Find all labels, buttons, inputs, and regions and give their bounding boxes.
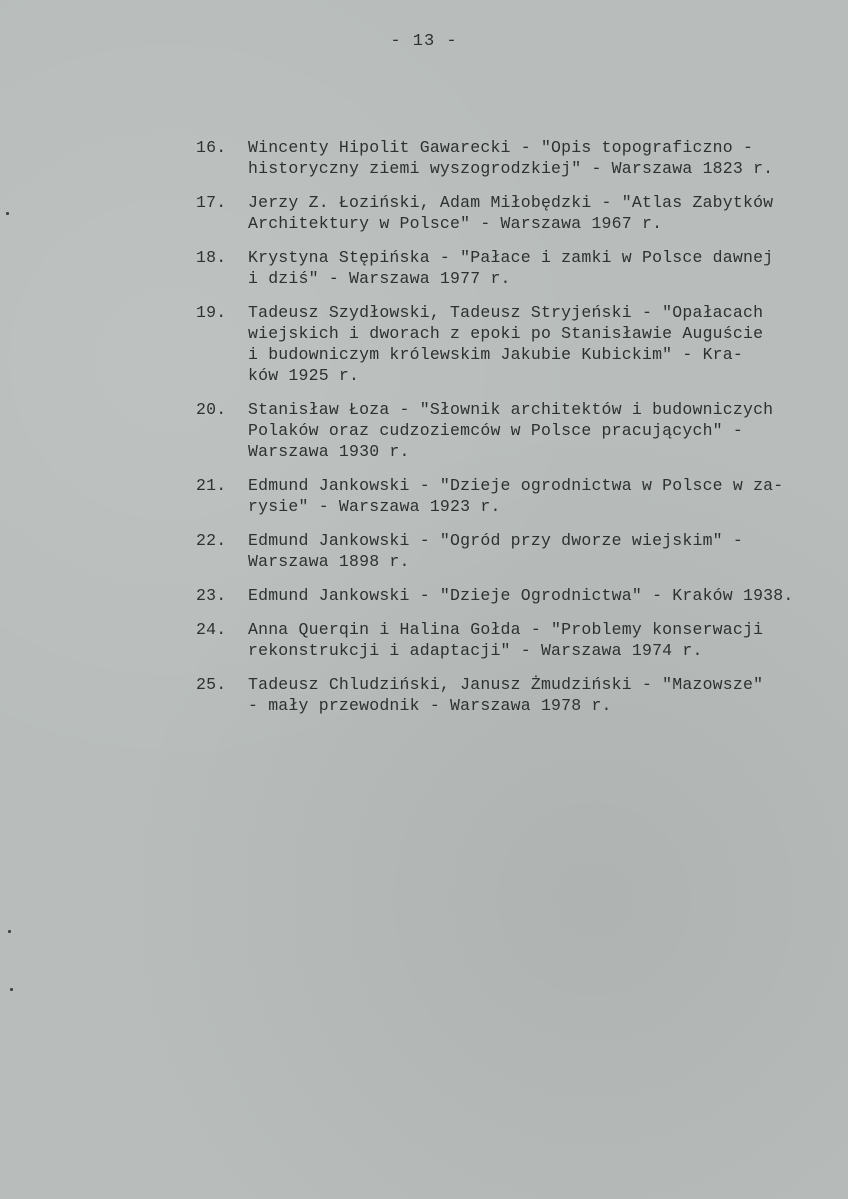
entry-number: 19.: [196, 303, 227, 322]
entry-line: Edmund Jankowski - "Ogród przy dworze wiejskim" -: [248, 531, 743, 550]
entry-number: 16.: [196, 138, 227, 157]
entry-line: Stanisław Łoza - "Słownik architektów i budowniczych: [248, 400, 774, 419]
bibliography-entry-25: [196, 674, 826, 716]
entry-line: i dziś" - Warszawa 1977 r.: [248, 269, 511, 288]
entry-number: 23.: [196, 586, 227, 605]
entry-number: 24.: [196, 620, 227, 639]
entry-line: rysie" - Warszawa 1923 r.: [248, 497, 501, 516]
entry-number: 21.: [196, 476, 227, 495]
bibliography-entry-20: [196, 399, 826, 462]
entry-line: Tadeusz Chludziński, Janusz Żmudziński - "Mazowsze": [248, 675, 764, 694]
bibliography-entry-22: [196, 530, 826, 572]
entry-line: Jerzy Z. Łoziński, Adam Miłobędzki - "Atlas Zabytków: [248, 193, 774, 212]
entry-line: historyczny ziemi wyszogrodzkiej" - Warszawa 1823 r.: [248, 159, 774, 178]
entry-number: 18.: [196, 248, 227, 267]
entry-line: wiejskich i dworach z epoki po Stanisławie Auguście: [248, 324, 764, 343]
entry-line: Polaków oraz cudzoziemców w Polsce pracujących" -: [248, 421, 743, 440]
entry-line: Tadeusz Szydłowski, Tadeusz Stryjeński - "Opałacach: [248, 303, 764, 322]
bibliography-entry-17: [196, 192, 826, 234]
bibliography-entry-24: [196, 619, 826, 661]
entry-line: Architektury w Polsce" - Warszawa 1967 r.: [248, 214, 663, 233]
entry-number: 22.: [196, 531, 227, 550]
entry-line: Warszawa 1930 r.: [248, 442, 410, 461]
bibliography-entry-19: [196, 302, 826, 386]
entry-line: Edmund Jankowski - "Dzieje Ogrodnictwa" - Kraków 1938.: [248, 586, 794, 605]
entry-line: Wincenty Hipolit Gawarecki - "Opis topograficzno -: [248, 138, 754, 157]
entry-line: Anna Querqin i Halina Gołda - "Problemy konserwacji: [248, 620, 764, 639]
margin-speck: [8, 930, 11, 933]
entry-line: rekonstrukcji i adaptacji" - Warszawa 1974 r.: [248, 641, 703, 660]
margin-speck: [6, 212, 9, 215]
entry-line: i budowniczym królewskim Jakubie Kubickim" - Kra-: [248, 345, 743, 364]
bibliography-list: [196, 137, 826, 716]
page-number: - 13 -: [390, 32, 458, 51]
entry-line: Krystyna Stępińska - "Pałace i zamki w Polsce dawnej: [248, 248, 774, 267]
bibliography-entry-18: [196, 247, 826, 289]
bibliography-entry-23: [196, 585, 826, 606]
entry-line: ków 1925 r.: [248, 366, 360, 385]
bibliography-entry-16: [196, 137, 826, 179]
entry-number: 17.: [196, 193, 227, 212]
entry-number: 25.: [196, 675, 227, 694]
entry-line: - mały przewodnik - Warszawa 1978 r.: [248, 696, 612, 715]
bibliography-entry-21: [196, 475, 826, 517]
entry-line: Warszawa 1898 r.: [248, 552, 410, 571]
entry-line: Edmund Jankowski - "Dzieje ogrodnictwa w Polsce w za-: [248, 476, 784, 495]
margin-speck: [10, 988, 13, 991]
entry-number: 20.: [196, 400, 227, 419]
